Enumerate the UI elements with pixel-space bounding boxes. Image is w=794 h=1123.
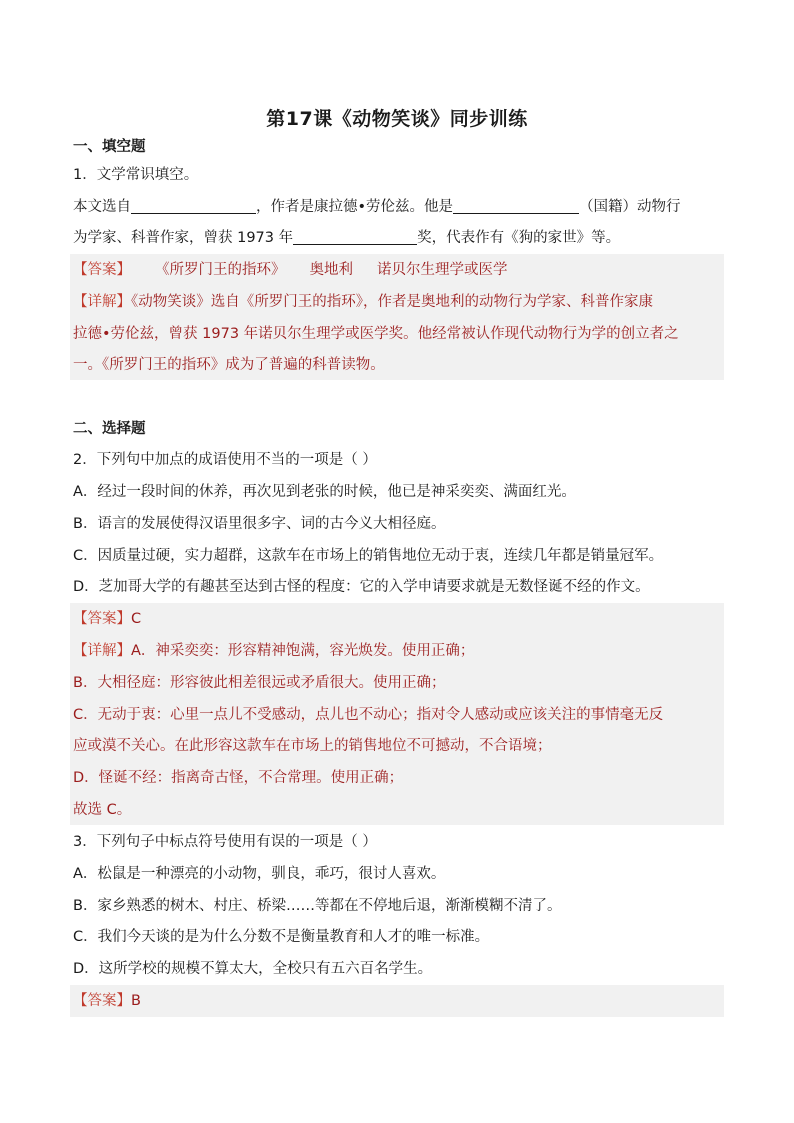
q2-detail-line-4: 应或漠不关心。在此形容这款车在市场上的销售地位不可撼动，不合语境； [73, 738, 552, 754]
q2-detail-line-1 [73, 641, 723, 661]
blank-3[interactable] [293, 228, 417, 245]
detail-tag: 【详解】 [73, 294, 131, 310]
blank-2[interactable] [453, 197, 579, 214]
q2-option-a: A．经过一段时间的休养，再次见到老张的时候，他已是神采奕奕、满面红光。 [73, 484, 576, 500]
section-heading-fill: 一、填空题 [73, 139, 146, 155]
answer-tag: 【答案】 [73, 611, 131, 627]
q1-answer [73, 260, 723, 280]
q2-answer-value: C [131, 611, 142, 627]
q1-text-b: ，作者是康拉德•劳伦兹。他是 [256, 199, 454, 215]
q1-answer-1: 《所罗门王的指环》 [155, 262, 286, 278]
q2-detail-line-5: D．怪诞不经：指离奇古怪，不合常理。使用正确； [73, 770, 404, 786]
page-title: 第17课《动物笑谈》同步训练 [266, 108, 528, 130]
q1-text-e: 奖，代表作有《狗的家世》等。 [417, 230, 621, 246]
q2-option-d: D．芝加哥大学的有趣甚至达到古怪的程度：它的入学申请要求就是无数怪诞不经的作文。 [73, 579, 650, 595]
section-heading-choice: 二、选择题 [73, 421, 146, 437]
q1-detail-text-1: 《动物笑谈》选自《所罗门王的指环》，作者是奥地利的动物行为学家、科普作家康 [131, 294, 653, 310]
q2-detail-line-2: B．大相径庭：形容彼此相差很远或矛盾很大。使用正确； [73, 675, 446, 691]
answer-tag: 【答案】 [73, 262, 131, 278]
q1-text-d: 为学家、科普作家，曾获 1973 年 [73, 230, 294, 246]
q2-option-b: B．语言的发展使得汉语里很多字、词的古今义大相径庭。 [73, 516, 446, 532]
question-1-stem: 1．文学常识填空。 [73, 167, 199, 183]
q1-text-a: 本文选自 [73, 199, 131, 215]
q3-answer-value: B [131, 993, 141, 1009]
q1-answer-3: 诺贝尔生理学或医学 [377, 262, 508, 278]
q2-detail-line-6: 故选 C。 [73, 802, 132, 818]
q2-answer [73, 609, 723, 629]
q3-option-a: A．松鼠是一种漂亮的小动物，驯良，乖巧，很讨人喜欢。 [73, 866, 446, 882]
q3-option-b: B．家乡熟悉的树木、村庄、桥梁……等都在不停地后退，渐渐模糊不清了。 [73, 898, 562, 914]
q3-answer [73, 991, 723, 1011]
question-2-stem: 2．下列句中加点的成语使用不当的一项是（ ） [73, 452, 377, 468]
q2-detail-line-3: C．无动于衷：心里一点儿不受感动，点儿也不动心；指对令人感动或应该关注的事情毫无反 [73, 707, 664, 723]
q2-detail-text-1: A．神采奕奕：形容精神饱满，容光焕发。使用正确； [131, 643, 475, 659]
question-1-line-2 [73, 228, 723, 248]
q1-text-c: （国籍）动物行 [579, 199, 681, 215]
blank-1[interactable] [131, 197, 256, 214]
q1-detail-line-3: 一。《所罗门王的指环》成为了普遍的科普读物。 [73, 357, 385, 373]
q3-option-c: C．我们今天谈的是为什么分数不是衡量教育和人才的唯一标准。 [73, 929, 490, 945]
question-1-line-1 [73, 197, 723, 217]
detail-tag: 【详解】 [73, 643, 131, 659]
q1-detail-line-1 [73, 292, 723, 312]
q3-option-d: D．这所学校的规模不算太大，全校只有五六百名学生。 [73, 961, 433, 977]
question-3-stem: 3．下列句子中标点符号使用有误的一项是（ ） [73, 834, 377, 850]
answer-tag: 【答案】 [73, 993, 131, 1009]
q2-option-c: C．因质量过硬，实力超群，这款车在市场上的销售地位无动于衷，连续几年都是销量冠军。 [73, 548, 664, 564]
q1-detail-line-2: 拉德•劳伦兹，曾获 1973 年诺贝尔生理学或医学奖。他经常被认作现代动物行为学的创立者之 [73, 326, 679, 342]
q1-answer-2: 奥地利 [309, 262, 353, 278]
